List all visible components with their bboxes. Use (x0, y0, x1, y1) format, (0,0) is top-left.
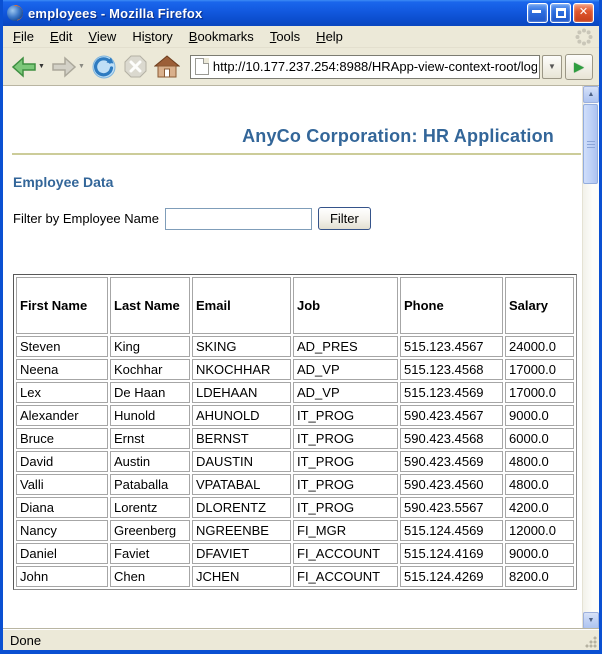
table-cell: 17000.0 (505, 382, 574, 403)
table-cell: Faviet (110, 543, 190, 564)
table-cell: Nancy (16, 520, 108, 541)
stop-icon (123, 54, 148, 79)
forward-button[interactable] (49, 53, 87, 81)
table-cell: AHUNOLD (192, 405, 291, 426)
column-header: Email (192, 277, 291, 334)
menu-bookmarks[interactable]: Bookmarks (188, 29, 254, 44)
column-header: Phone (400, 277, 503, 334)
table-cell: Pataballa (110, 474, 190, 495)
table-cell: FI_ACCOUNT (293, 543, 398, 564)
resize-grip-icon[interactable] (585, 636, 597, 648)
heading-rule (12, 153, 581, 155)
table-cell: Daniel (16, 543, 108, 564)
table-cell: DAUSTIN (192, 451, 291, 472)
page-icon (195, 58, 209, 75)
employee-table (13, 274, 577, 590)
table-cell: Valli (16, 474, 108, 495)
table-cell: Diana (16, 497, 108, 518)
table-cell: 515.124.4569 (400, 520, 503, 541)
table-row (16, 382, 574, 403)
table-cell: De Haan (110, 382, 190, 403)
maximize-button[interactable] (550, 3, 571, 23)
table-cell: 515.123.4567 (400, 336, 503, 357)
table-cell: Steven (16, 336, 108, 357)
title-bar (3, 0, 599, 26)
url-bar (190, 55, 540, 79)
table-cell: IT_PROG (293, 428, 398, 449)
close-icon: ✕ (578, 6, 589, 18)
table-cell: Neena (16, 359, 108, 380)
header-row (16, 277, 574, 334)
table-cell: 515.123.4569 (400, 382, 503, 403)
back-dropdown-icon[interactable]: ▼ (38, 63, 45, 70)
table-row (16, 451, 574, 472)
table-cell: AD_VP (293, 382, 398, 403)
menu-help[interactable]: Help (316, 29, 343, 44)
table-cell: 590.423.5567 (400, 497, 503, 518)
scrollbar-thumb[interactable] (583, 104, 598, 184)
firefox-icon (7, 5, 23, 21)
table-cell: David (16, 451, 108, 472)
url-dropdown-button[interactable] (542, 55, 562, 79)
column-header: Last Name (110, 277, 190, 334)
table-cell: 9000.0 (505, 405, 574, 426)
table-cell: 4200.0 (505, 497, 574, 518)
table-cell: 24000.0 (505, 336, 574, 357)
table-cell: DFAVIET (192, 543, 291, 564)
filter-button[interactable]: Filter (318, 207, 371, 230)
scrollbar-track[interactable] (583, 103, 599, 612)
go-icon: ▶ (574, 58, 584, 74)
table-cell: Hunold (110, 405, 190, 426)
table-cell: IT_PROG (293, 474, 398, 495)
close-button[interactable] (573, 3, 594, 23)
table-cell: 590.423.4568 (400, 428, 503, 449)
table-cell: NGREENBE (192, 520, 291, 541)
minimize-button[interactable] (527, 3, 548, 23)
table-cell: AD_PRES (293, 336, 398, 357)
table-cell: LDEHAAN (192, 382, 291, 403)
table-cell: Lorentz (110, 497, 190, 518)
window-title: employees - Mozilla Firefox (28, 5, 203, 21)
table-row (16, 566, 574, 587)
column-header: Salary (505, 277, 574, 334)
minimize-icon (532, 10, 541, 13)
back-icon (11, 55, 37, 79)
stop-button[interactable] (121, 52, 150, 81)
table-cell: Kochhar (110, 359, 190, 380)
table-cell: Alexander (16, 405, 108, 426)
page-title: AnyCo Corporation: HR Application (242, 126, 554, 146)
table-cell: King (110, 336, 190, 357)
navigation-toolbar (3, 48, 599, 86)
table-cell: 17000.0 (505, 359, 574, 380)
table-cell: Greenberg (110, 520, 190, 541)
table-row (16, 428, 574, 449)
table-cell: 515.124.4269 (400, 566, 503, 587)
menu-tools[interactable]: Tools (269, 29, 301, 44)
maximize-icon (556, 8, 566, 18)
reload-button[interactable] (89, 52, 119, 82)
home-button[interactable] (152, 52, 182, 81)
table-cell: Lex (16, 382, 108, 403)
table-cell: 8200.0 (505, 566, 574, 587)
table-cell: John (16, 566, 108, 587)
filter-input[interactable] (165, 208, 312, 230)
home-icon (154, 54, 180, 79)
table-cell: 515.124.4169 (400, 543, 503, 564)
back-button[interactable] (9, 53, 47, 81)
table-row (16, 336, 574, 357)
scroll-up-button[interactable]: ▲ (583, 86, 599, 103)
table-row (16, 520, 574, 541)
table-cell: IT_PROG (293, 405, 398, 426)
table-row (16, 497, 574, 518)
table-row (16, 405, 574, 426)
table-cell: IT_PROG (293, 451, 398, 472)
go-button[interactable] (565, 54, 593, 80)
table-row (16, 474, 574, 495)
filter-row (13, 207, 582, 230)
table-cell: Bruce (16, 428, 108, 449)
table-cell: Ernst (110, 428, 190, 449)
table-cell: 590.423.4560 (400, 474, 503, 495)
status-bar (3, 629, 599, 650)
scrollbar-grip-icon (587, 141, 595, 149)
menu-bar (3, 26, 599, 48)
forward-dropdown-icon[interactable]: ▼ (77, 63, 85, 70)
table-cell: 12000.0 (505, 520, 574, 541)
table-cell: AD_VP (293, 359, 398, 380)
table-cell: 9000.0 (505, 543, 574, 564)
menu-view[interactable]: View (88, 29, 117, 44)
menu-history[interactable]: History (132, 29, 173, 44)
table-cell: BERNST (192, 428, 291, 449)
table-cell: IT_PROG (293, 497, 398, 518)
table-cell: 590.423.4567 (400, 405, 503, 426)
table-cell: Chen (110, 566, 190, 587)
url-input[interactable] (213, 57, 537, 77)
status-text: Done (10, 632, 42, 648)
table-cell: 590.423.4569 (400, 451, 503, 472)
table-row (16, 543, 574, 564)
table-cell: Austin (110, 451, 190, 472)
column-header: Job (293, 277, 398, 334)
table-cell: 515.123.4568 (400, 359, 503, 380)
throbber-icon (575, 28, 593, 46)
reload-icon (91, 54, 117, 80)
table-cell: NKOCHHAR (192, 359, 291, 380)
section-title: Employee Data (13, 174, 114, 190)
dropdown-icon: ▼ (548, 61, 556, 71)
forward-icon (51, 55, 77, 79)
browser-viewport (3, 86, 599, 629)
table-row (16, 359, 574, 380)
page-content (3, 86, 582, 629)
filter-label: Filter by Employee Name (13, 211, 159, 226)
menu-file[interactable]: File (13, 29, 34, 44)
vertical-scrollbar[interactable] (582, 86, 599, 629)
scroll-down-button[interactable]: ▼ (583, 612, 599, 629)
table-cell: 6000.0 (505, 428, 574, 449)
table-cell: VPATABAL (192, 474, 291, 495)
column-header: First Name (16, 277, 108, 334)
table-cell: FI_MGR (293, 520, 398, 541)
table-cell: 4800.0 (505, 474, 574, 495)
table-cell: SKING (192, 336, 291, 357)
table-cell: FI_ACCOUNT (293, 566, 398, 587)
table-cell: JCHEN (192, 566, 291, 587)
table-cell: DLORENTZ (192, 497, 291, 518)
menu-edit[interactable]: Edit (49, 29, 73, 44)
table-cell: 4800.0 (505, 451, 574, 472)
